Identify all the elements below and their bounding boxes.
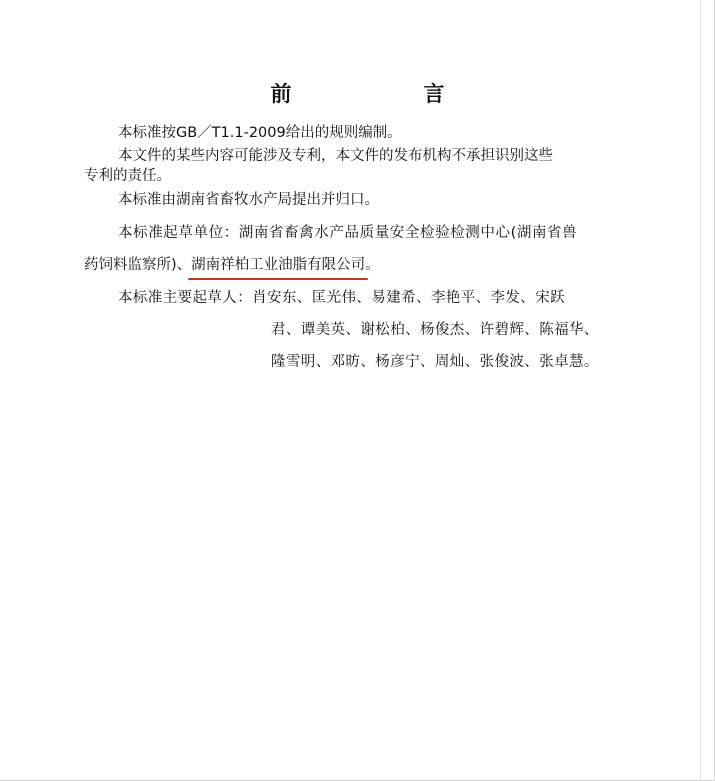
page-edge-divider [700,0,701,781]
paragraph-drafters-line1: 本标准主要起草人：肖安东、匡光伟、易建希、李艳平、李发、宋跃 [118,290,565,306]
paragraph-standard-basis: 本标准按GB／T1.1-2009给出的规则编制。 [118,125,402,141]
paragraph-drafting-units-line1: 本标准起草单位：湖南省畜禽水产品质量安全检验检测中心(湖南省兽 [118,225,578,241]
section-title: 前 言 [270,81,475,106]
highlighted-company-name: 湖南祥柏工业油脂有限公司 [191,257,366,273]
paragraph-drafting-units-line2 [84,255,380,275]
paragraph-drafters-line2: 君、谭美英、谢松柏、杨俊杰、许碧辉、陈福华、 [271,322,599,338]
paragraph-drafters-line3: 隆雪明、邓昉、杨彦宁、周灿、张俊波、张卓慧。 [271,354,599,370]
paragraph-proposer: 本标准由湖南省畜牧水产局提出并归口。 [118,192,379,208]
paragraph-patent-notice-line1: 本文件的某些内容可能涉及专利，本文件的发布机构不承担识别这些 [118,148,553,164]
drafting-unit-end-punct: 。 [365,257,380,273]
paragraph-patent-notice-line2: 专利的责任。 [84,168,171,184]
drafting-unit-text: 药饲料监察所)、 [84,257,192,273]
